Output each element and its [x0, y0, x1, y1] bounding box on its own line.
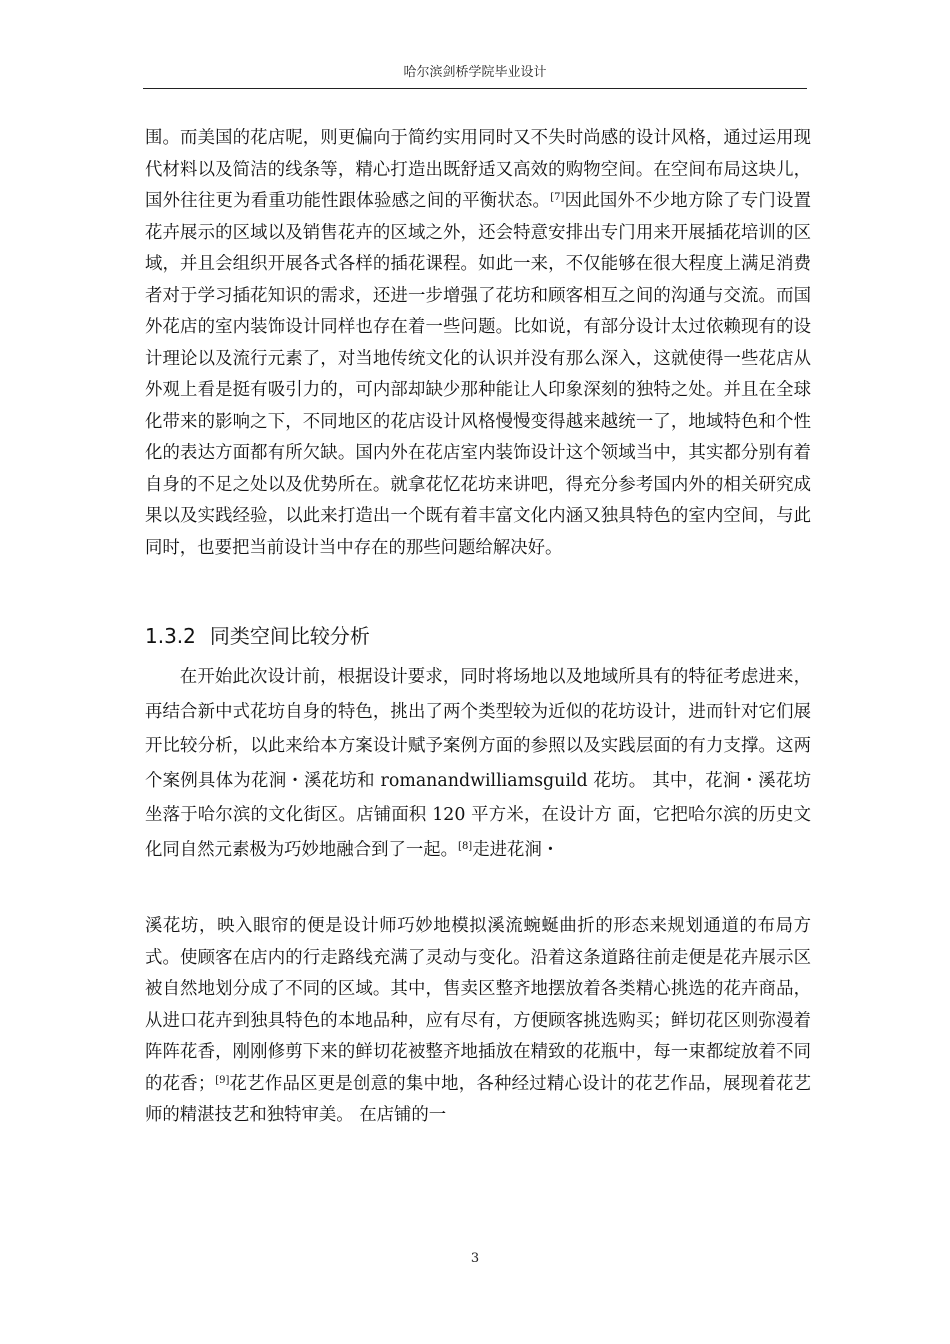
body-paragraph-2: [145, 660, 811, 867]
citation-marker[interactable]: [8]: [458, 840, 473, 852]
citation-marker[interactable]: [9]: [215, 1074, 230, 1086]
header-divider: [143, 88, 807, 89]
section-title: 同类空间比较分析: [209, 624, 370, 648]
paragraph-segment: 走进花涧・: [472, 839, 560, 860]
paragraph-segment: 因此国外不少地方除了专门设置花卉展示的区域以及销售花卉的区域之外，还会特意安排出专门用来开展插花培训的区域，并且会组织开展各式各样的插花课程。如此一来，不仅能够在很大程度上满足消费者对于学习插花知识的需求，还进一步增强了花坊和顾客相互之间的沟通与交流。而国外花店的室内装饰设计同样也存在着一些问题。比如说，有部分设计太过依赖现有的设计理论以及流行元素了，对当地传统文化的认识并没有那么深入，这就使得一些花店从外观上看是挺有吸引力的，可内部却缺少那种能让人印象深刻的独特之处。并且在全球化带来的影响之下，不同地区的花店设计风格慢慢变得越来越统一了，地域特色和个性化的表达方面都有所欠缺。国内外在花店室内装饰设计这个领域当中，其实都分别有着自身的不足之处以及优势所在。就拿花忆花坊来讲吧，得充分参考国内外的相关研究成果以及实践经验，以此来打造出一个既有着丰富文化内涵又独具特色的室内空间，与此同时，也要把当前设计当中存在的那些问题给解决好。: [145, 191, 811, 558]
body-paragraph-3: [145, 911, 811, 1132]
section-number: 1.3.2: [145, 624, 196, 648]
citation-marker[interactable]: [7]: [550, 192, 565, 203]
section-heading: [145, 618, 811, 654]
paragraph-text: [145, 911, 811, 1132]
paragraph-text: [145, 123, 811, 564]
body-paragraph-1: [145, 123, 811, 564]
page-number: 3: [470, 1251, 480, 1266]
paragraph-text: [145, 660, 811, 867]
paragraph-segment: 围。而美国的花店呢，则更偏向于简约实用同时又不失时尚感的设计风格，通过运用现代材料以及简洁的线条等，精心打造出既舒适又高效的购物空间。在空间布局这块儿，国外往往更为看重功能性跟体验感之间的平衡状态。: [145, 128, 811, 211]
paragraph-segment: 花艺作品区更是创意的集中地，各种经过精心设计的花艺作品，展现着花艺师的精湛技艺和独特审美。 在店铺的一: [145, 1073, 811, 1125]
paragraph-segment: 在开始此次设计前，根据设计要求，同时将场地以及地域所具有的特征考虑进来，再结合新中式花坊自身的特色，挑出了两个类型较为近似的花坊设计，进而针对它们展开比较分析，以此来给本方案设计赋予案例方面的参照以及实践层面的有力支撑。这两个案例具体为花涧・溪花坊和 romanandwilliamsguild 花坊。 其中，花涧・溪花坊坐落于哈尔滨的文化街区。店铺面积 120 平方米，在设计方 面，它把哈尔滨的历史文化同自然元素极为巧妙地融合到了一起。: [145, 667, 811, 860]
header-title: 哈尔滨剑桥学院毕业设计: [403, 65, 547, 80]
paragraph-segment: 溪花坊，映入眼帘的便是设计师巧妙地模拟溪流蜿蜒曲折的形态来规划通道的布局方式。使顾客在店内的行走路线充满了灵动与变化。沿着这条道路往前走便是花卉展示区被自然地划分成了不同的区域。其中，售卖区整齐地摆放着各类精心挑选的花卉商品，从进口花卉到独具特色的本地品种，应有尽有，方便顾客挑选购买；鲜切花区则弥漫着阵阵花香，刚刚修剪下来的鲜切花被整齐地插放在精致的花瓶中，每一束都绽放着不同的花香；: [145, 916, 811, 1094]
